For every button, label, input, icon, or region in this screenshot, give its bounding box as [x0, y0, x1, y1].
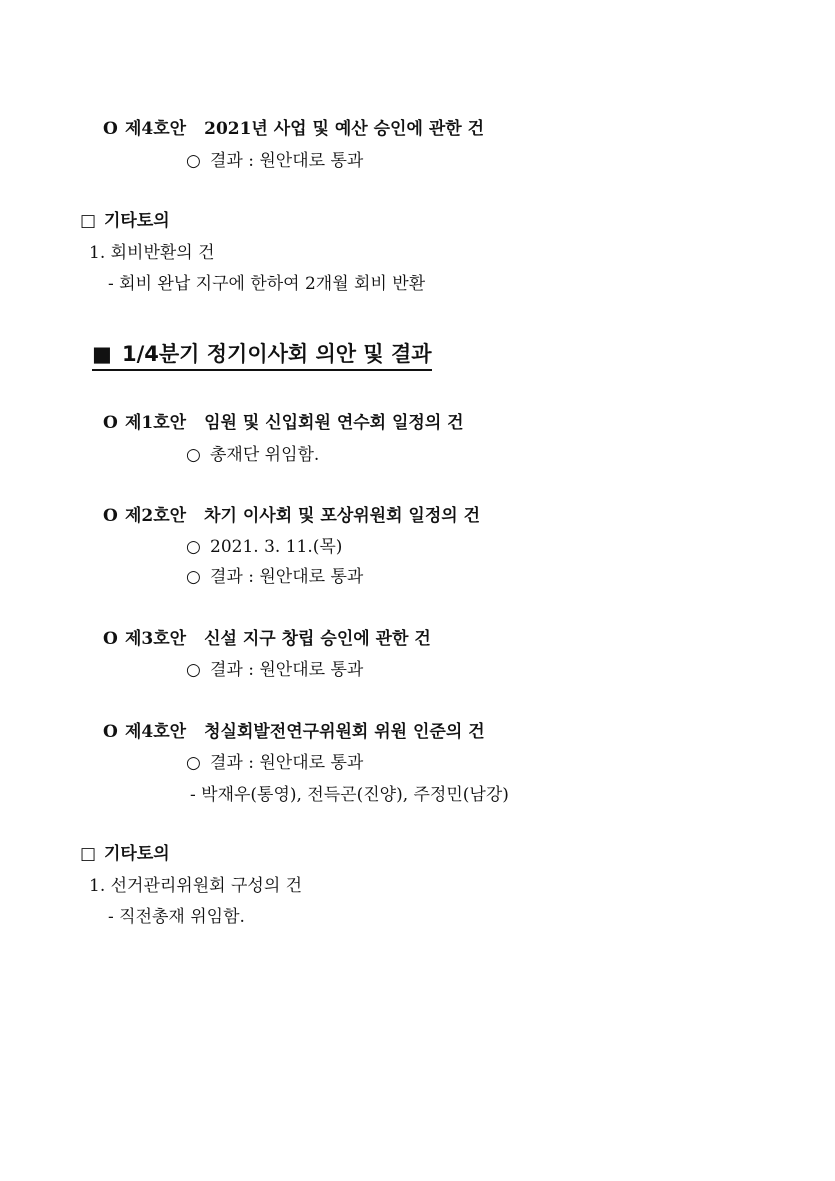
- filled-square-icon: ■: [92, 342, 112, 366]
- other-discussion-detail: - 회비 완납 지구에 한하여 2개월 회비 반환: [108, 274, 426, 294]
- result-text: 결과 : 원안대로 통과: [210, 567, 364, 587]
- agenda-members: - 박재우(통영), 전득곤(진양), 주정민(남강): [190, 785, 509, 805]
- agenda-number: 제1호안: [125, 413, 187, 433]
- agenda-result: [186, 659, 363, 681]
- circle-outline-icon: ○: [186, 753, 201, 773]
- circle-bullet-icon: O: [103, 413, 118, 433]
- agenda-heading: [103, 628, 431, 650]
- agenda-result: [186, 444, 319, 466]
- agenda-heading: [103, 721, 485, 743]
- section-title: [92, 340, 432, 371]
- agenda-number: 제4호안: [125, 722, 187, 742]
- circle-outline-icon: ○: [186, 445, 201, 465]
- section-title-text: 1/4분기 정기이사회 의안 및 결과: [122, 342, 432, 366]
- checkbox-outline-icon: □: [80, 844, 97, 864]
- circle-bullet-icon: O: [103, 119, 118, 139]
- circle-outline-icon: ○: [186, 567, 201, 587]
- circle-bullet-icon: O: [103, 722, 118, 742]
- checkbox-outline-icon: □: [80, 211, 97, 231]
- agenda-title: 청실회발전연구위원회 위원 인준의 건: [204, 722, 485, 742]
- agenda-number: 제3호안: [125, 629, 187, 649]
- agenda-number: 제2호안: [125, 506, 187, 526]
- date-text: 2021. 3. 11.(목): [210, 537, 343, 557]
- other-discussion-heading: [80, 210, 170, 232]
- agenda-result: [186, 752, 363, 774]
- agenda-heading: [103, 412, 464, 434]
- other-discussion-heading: [80, 843, 170, 865]
- agenda-title: 임원 및 신입회원 연수회 일정의 건: [204, 413, 464, 433]
- agenda-result: [186, 150, 363, 172]
- result-text: 결과 : 원안대로 통과: [210, 660, 364, 680]
- other-discussion-label: 기타토의: [104, 211, 170, 231]
- circle-outline-icon: ○: [186, 151, 201, 171]
- other-discussion-detail: - 직전총재 위임함.: [108, 907, 245, 927]
- agenda-title: 차기 이사회 및 포상위원회 일정의 건: [204, 506, 481, 526]
- agenda-date: [186, 536, 342, 558]
- circle-outline-icon: ○: [186, 537, 201, 557]
- result-text: 결과 : 원안대로 통과: [210, 753, 364, 773]
- agenda-title: 신설 지구 창립 승인에 관한 건: [204, 629, 431, 649]
- agenda-heading: [103, 118, 484, 140]
- circle-bullet-icon: O: [103, 629, 118, 649]
- circle-outline-icon: ○: [186, 660, 201, 680]
- result-text: 결과 : 원안대로 통과: [210, 151, 364, 171]
- agenda-result: [186, 566, 363, 588]
- agenda-heading: [103, 505, 480, 527]
- result-text: 총재단 위임함.: [210, 445, 320, 465]
- other-discussion-label: 기타토의: [104, 844, 170, 864]
- agenda-title: 2021년 사업 및 예산 승인에 관한 건: [204, 119, 484, 139]
- agenda-number: 제4호안: [125, 119, 187, 139]
- other-discussion-item: 1. 선거관리위원회 구성의 건: [89, 876, 303, 896]
- circle-bullet-icon: O: [103, 506, 118, 526]
- other-discussion-item: 1. 회비반환의 건: [89, 243, 215, 263]
